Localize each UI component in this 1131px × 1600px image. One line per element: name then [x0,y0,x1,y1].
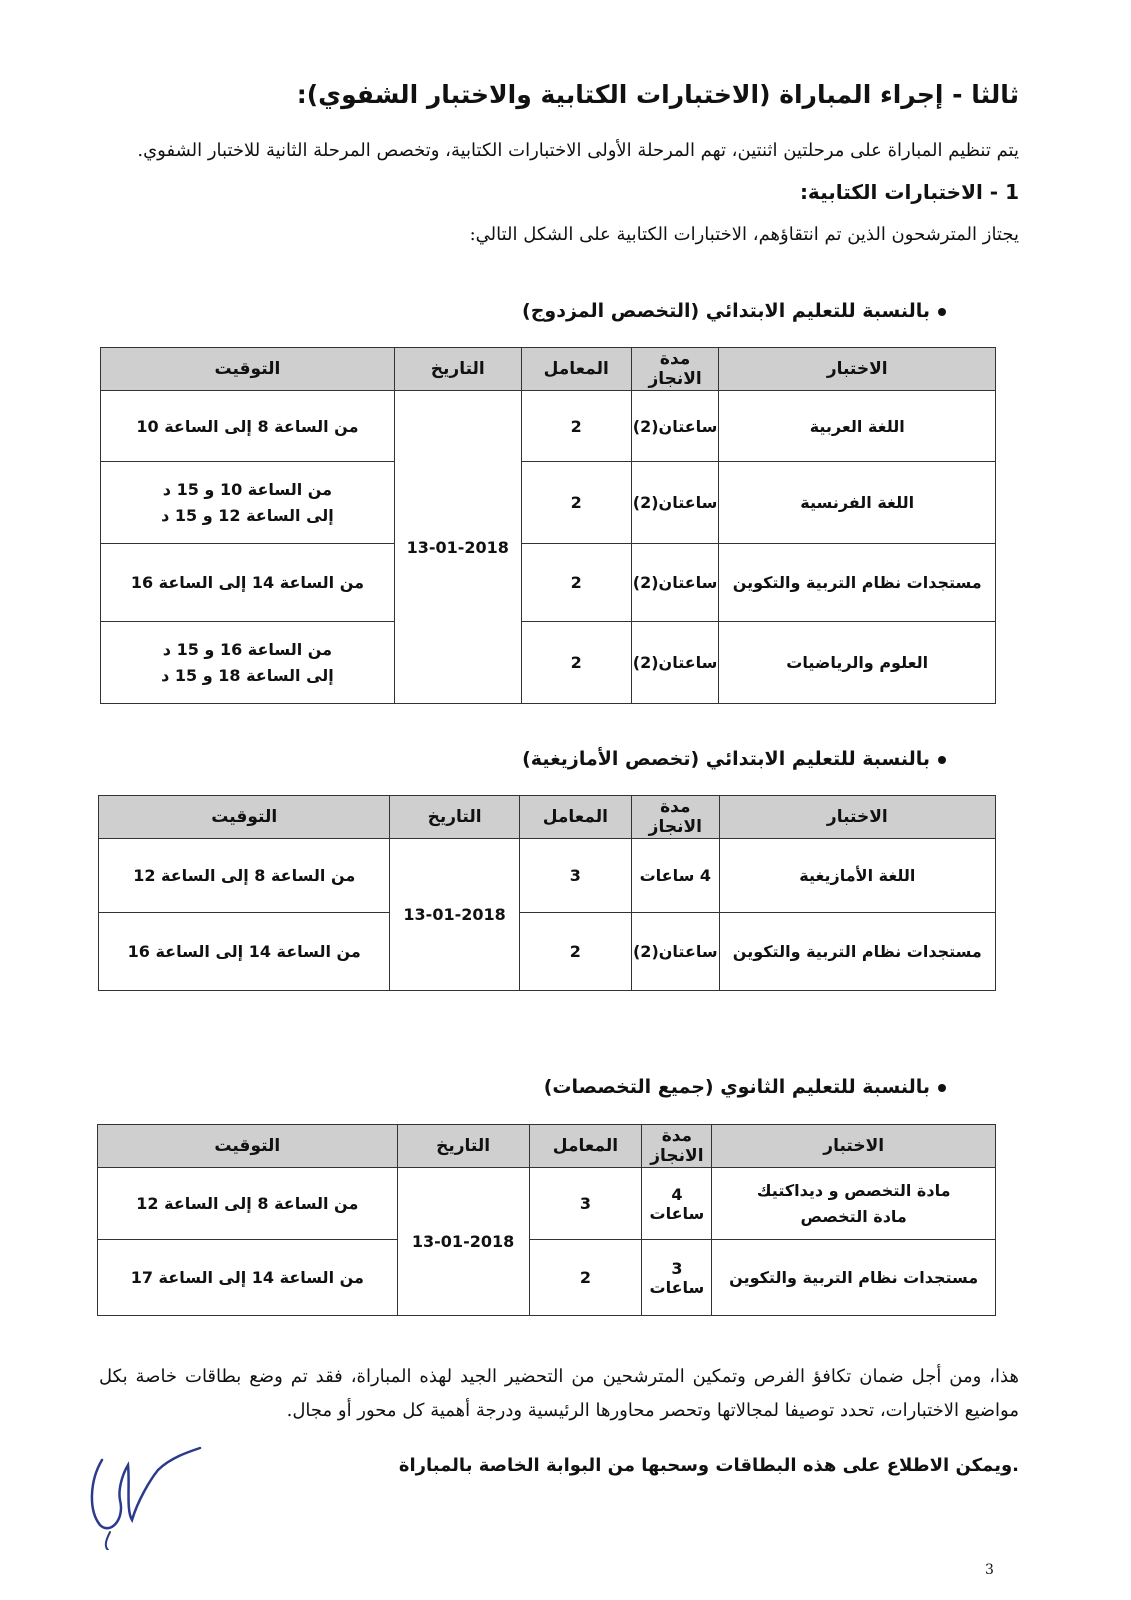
exam-table-primary-amazigh [98,795,996,991]
table-header-row [99,796,996,839]
bullet-icon [938,1084,946,1092]
coef-cell: 2 [521,391,631,462]
exam-cell: مستجدات نظام التربية والتكوين [712,1240,996,1316]
timing-line: إلى الساعة 18 و 15 د [161,665,334,685]
duration-cell: ساعتان(2) [631,462,719,544]
coef-cell: 3 [529,1168,642,1240]
timing-line: إلى الساعة 12 و 15 د [161,505,334,525]
header-date: التاريخ [394,348,521,391]
timing-cell: من الساعة 8 إلى الساعة 12 [98,1168,398,1240]
table-header-row [101,348,996,391]
header-timing: التوقيت [101,348,395,391]
closing-paragraph: هذا، ومن أجل ضمان تكافؤ الفرص وتمكين المترشحين من التحضير الجيد لهذه المباراة، فقد تم وضع بطاقات خاصة بكل مواضيع الاختبارات، تحدد توصيفا لمجالاتها وتحصر محاورها الرئيسية ودرجة أهمية كل محور أو مجال. [99,1366,1019,1421]
header-date: التاريخ [390,796,519,839]
section-heading: ثالثا - إجراء المباراة (الاختبارات الكتابية والاختبار الشفوي): [296,80,1019,109]
exam-cell: اللغة الفرنسية [719,462,996,544]
intro-paragraph: يتم تنظيم المباراة على مرحلتين اثنتين، تهم المرحلة الأولى الاختبارات الكتابية، وتخصص المرحلة الثانية للاختبار الشفوي. [137,140,1019,161]
coef-cell: 2 [519,913,631,991]
date-cell: 13-01-2018 [397,1168,529,1316]
exam-cell: مستجدات نظام التربية والتكوين [719,913,995,991]
table3-title: بالنسبة للتعليم الثانوي (جميع التخصصات) [543,1076,930,1098]
duration-cell: ساعتان(2) [631,913,719,991]
coef-cell: 2 [521,462,631,544]
table-row [98,1168,996,1240]
coef-cell: 2 [521,544,631,622]
timing-cell: من الساعة 14 إلى الساعة 16 [101,544,395,622]
header-coef: المعامل [529,1125,642,1168]
header-duration: مدة الانجاز [642,1125,712,1168]
table-row [101,544,996,622]
timing-cell: من الساعة 8 إلى الساعة 12 [99,839,390,913]
header-duration: مدة الانجاز [631,796,719,839]
table-row [99,913,996,991]
closing-note: ويمكن الاطلاع على هذه البطاقات وسحبها من البوابة الخاصة بالمباراة. [398,1455,1019,1476]
table2-title: بالنسبة للتعليم الابتدائي (تخصص الأمازيغية) [522,748,930,770]
table2-heading [522,748,946,770]
subsection-title: 1 - الاختبارات الكتابية: [799,180,1019,204]
table-header-row [98,1125,996,1168]
header-timing: التوقيت [98,1125,398,1168]
timing-line: من الساعة 16 و 15 د [162,639,333,659]
date-cell: 13-01-2018 [394,391,521,704]
header-exam: الاختبار [712,1125,996,1168]
table1-heading [522,300,946,322]
header-coef: المعامل [521,348,631,391]
table-row [101,391,996,462]
exam-cell [712,1168,996,1240]
timing-cell: من الساعة 8 إلى الساعة 10 [101,391,395,462]
table3-heading [544,1076,946,1098]
table-row [99,839,996,913]
duration-cell: ساعتان(2) [631,544,719,622]
table-row [101,622,996,704]
exam-cell: مستجدات نظام التربية والتكوين [719,544,996,622]
table1-title: بالنسبة للتعليم الابتدائي (التخصص المزدوج) [522,300,930,322]
duration-cell: 4 ساعات [631,839,719,913]
timing-cell [101,462,395,544]
exam-cell: العلوم والرياضيات [719,622,996,704]
header-exam: الاختبار [719,348,996,391]
date-cell: 13-01-2018 [390,839,519,991]
header-exam: الاختبار [719,796,995,839]
signature-icon [80,1440,210,1550]
page-number: 3 [985,1562,994,1578]
subsection-intro: يجتاز المترشحون الذين تم انتقاؤهم، الاختبارات الكتابية على الشكل التالي: [469,224,1019,245]
header-coef: المعامل [519,796,631,839]
duration-cell: 3 ساعات [642,1240,712,1316]
duration-cell: ساعتان(2) [631,622,719,704]
timing-cell: من الساعة 14 إلى الساعة 16 [99,913,390,991]
exam-line: مادة التخصص [800,1206,907,1226]
exam-table-primary-dual [100,347,996,704]
exam-cell: اللغة العربية [719,391,996,462]
timing-cell [101,622,395,704]
coef-cell: 3 [519,839,631,913]
timing-line: من الساعة 10 و 15 د [162,479,333,499]
header-timing: التوقيت [99,796,390,839]
exam-cell: اللغة الأمازيغية [719,839,995,913]
bullet-icon [938,756,946,764]
timing-cell: من الساعة 14 إلى الساعة 17 [98,1240,398,1316]
header-date: التاريخ [397,1125,529,1168]
table-row [101,462,996,544]
header-duration: مدة الانجاز [631,348,719,391]
table-row [98,1240,996,1316]
duration-cell: ساعتان(2) [631,391,719,462]
exam-line: مادة التخصص و ديداكتيك [756,1180,951,1200]
duration-cell: 4 ساعات [642,1168,712,1240]
bullet-icon [938,308,946,316]
exam-table-secondary [97,1124,996,1316]
coef-cell: 2 [529,1240,642,1316]
coef-cell: 2 [521,622,631,704]
